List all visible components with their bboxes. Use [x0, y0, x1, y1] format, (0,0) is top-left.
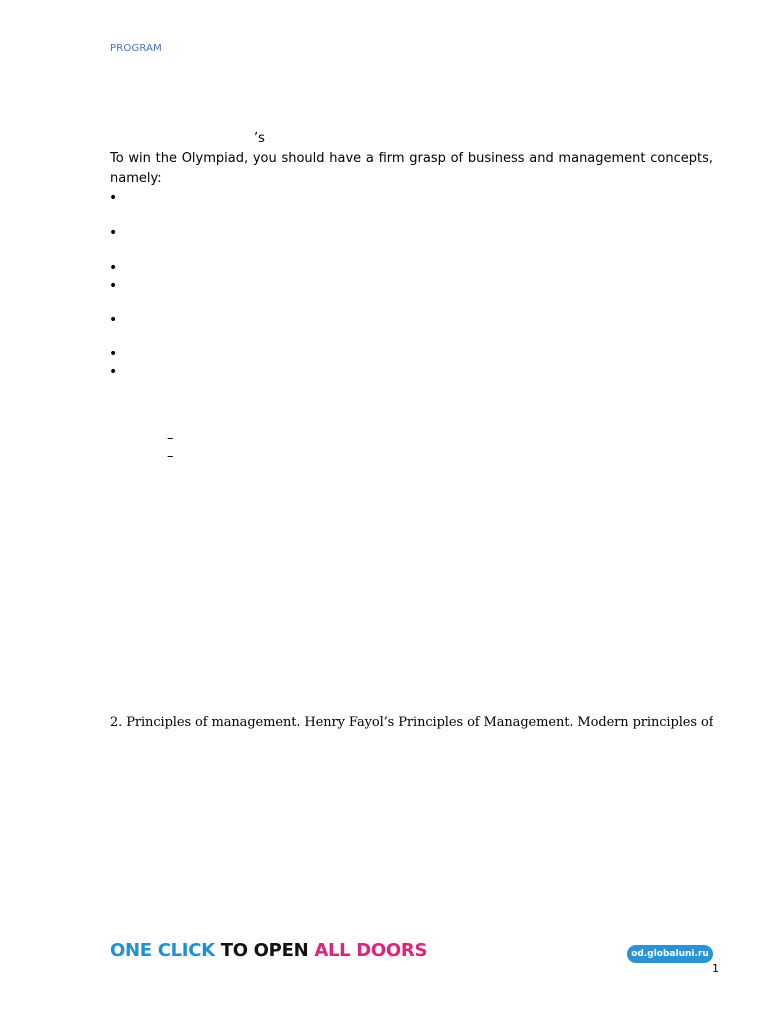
list-bullet: • [109, 190, 118, 206]
list-bullet: • [109, 364, 118, 380]
header-label: PROGRAM [110, 43, 163, 54]
website-badge[interactable]: od.globaluni.ru [627, 945, 713, 963]
heading-fragment: ’s [254, 131, 265, 146]
footer-slogan [110, 940, 427, 961]
list-bullet: • [109, 225, 118, 241]
page-number: 1 [712, 962, 719, 975]
list-dash: – [167, 431, 174, 446]
list-dash: – [167, 449, 174, 464]
slogan-part-to-open: TO OPEN [214, 940, 315, 961]
intro-paragraph: To win the Olympiad, you should have a firm grasp of business and management concepts, namely: [110, 151, 713, 186]
slogan-part-one-click: ONE CLICK [110, 940, 215, 961]
slogan-part-all-doors: ALL DOORS [314, 940, 428, 961]
list-bullet: • [109, 278, 118, 294]
list-bullet: • [109, 312, 118, 328]
list-bullet: • [109, 346, 118, 362]
principles-line: 2. Principles of management. Henry Fayol’s Principles of Management. Modern principles of [110, 715, 713, 730]
list-bullet: • [109, 260, 118, 276]
